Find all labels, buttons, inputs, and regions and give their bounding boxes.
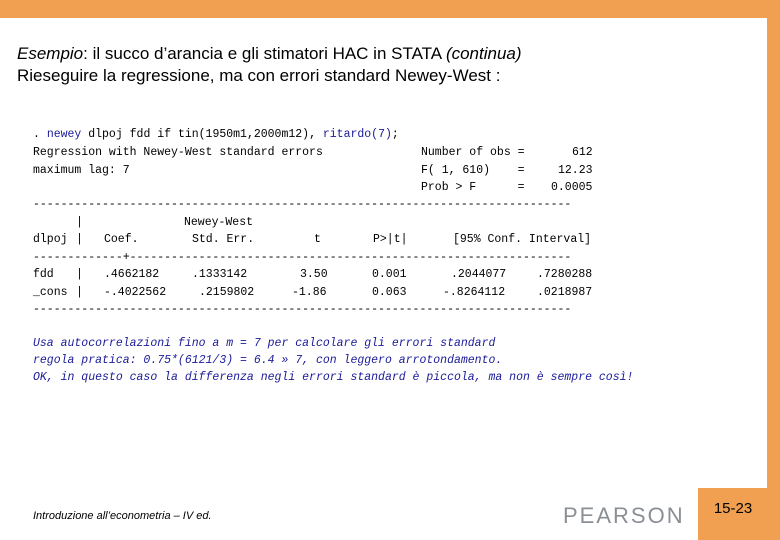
slide-number: 15-23 [713, 500, 753, 517]
row-cons-se: .2159802 [199, 286, 255, 299]
note-line-1: Usa autocorrelazioni fino a m = 7 per calcolare gli errori standard [33, 337, 496, 350]
title-line-1 [17, 43, 522, 65]
slide-number-box [698, 488, 780, 540]
table-bottom-rule: ------------------------------------------------------------------------------ [33, 303, 572, 316]
row-fdd-cilow: .2044077 [451, 268, 507, 281]
row-fdd-p: 0.001 [372, 268, 407, 281]
row-cons-t: -1.86 [292, 286, 327, 299]
command-prompt: . [33, 128, 47, 141]
table-mid-rule: -------------+---------------------------------------------------------------- [33, 251, 572, 264]
f-value: 12.23 [558, 164, 593, 177]
row-cons-bar: | [76, 286, 83, 299]
top-accent-bar [0, 0, 780, 18]
title-example-word: Esempio [17, 44, 84, 63]
note-line-3: OK, in questo caso la differenza negli errori standard è piccola, ma non è sempre così! [33, 371, 634, 384]
prob-value: 0.0005 [551, 181, 593, 194]
row-cons-cihigh: .0218987 [537, 286, 593, 299]
table-top-rule: ------------------------------------------------------------------------------ [33, 198, 572, 211]
title-main-text: : il succo d’arancia e gli stimatori HAC in STATA [83, 44, 446, 63]
row-fdd-t: 3.50 [300, 268, 328, 281]
slide-title [17, 43, 522, 87]
command-end: ; [391, 128, 399, 141]
row-fdd-coef: .4662182 [104, 268, 160, 281]
header-bar-2: | [76, 233, 83, 246]
nobs-label: Number of obs = [421, 146, 525, 159]
col-ci: [95% Conf. Interval] [453, 233, 592, 246]
newey-west-label: Newey-West [184, 216, 254, 229]
prob-label: Prob > F = [421, 181, 525, 194]
max-lag: maximum lag: 7 [33, 164, 130, 177]
row-cons-var: _cons [33, 286, 68, 299]
col-t: t [314, 233, 321, 246]
footer-text: Introduzione all’econometria – IV ed. [33, 510, 212, 522]
nobs-value: 612 [572, 146, 593, 159]
col-depvar: dlpoj [33, 233, 68, 246]
header-bar-1: | [76, 216, 83, 229]
row-cons-cilow: -.8264112 [443, 286, 506, 299]
col-se: Std. Err. [192, 233, 255, 246]
row-cons-coef: -.4022562 [104, 286, 167, 299]
command-option: ritardo(7) [322, 128, 392, 141]
col-coef: Coef. [104, 233, 139, 246]
note-line-2: regola pratica: 0.75*(6121/3) = 6.4 » 7, con leggero arrotondamento. [33, 354, 503, 367]
stata-command [33, 126, 399, 143]
command-args: dlpoj fdd if tin(1950m1,2000m12), [81, 128, 323, 141]
title-line-2: Rieseguire la regressione, ma con errori standard Newey-West : [17, 66, 501, 85]
regression-title: Regression with Newey-West standard errors [33, 146, 323, 159]
command-name: newey [46, 128, 82, 141]
row-fdd-cihigh: .7280288 [537, 268, 593, 281]
row-fdd-var: fdd [33, 268, 54, 281]
right-accent-bar [767, 0, 780, 540]
col-p: P>|t| [373, 233, 408, 246]
f-label: F( 1, 610) = [421, 164, 525, 177]
row-fdd-bar: | [76, 268, 83, 281]
title-continua: (continua) [445, 44, 522, 63]
pearson-logo: PEARSON [563, 503, 685, 528]
row-fdd-se: .1333142 [192, 268, 248, 281]
row-cons-p: 0.063 [372, 286, 407, 299]
